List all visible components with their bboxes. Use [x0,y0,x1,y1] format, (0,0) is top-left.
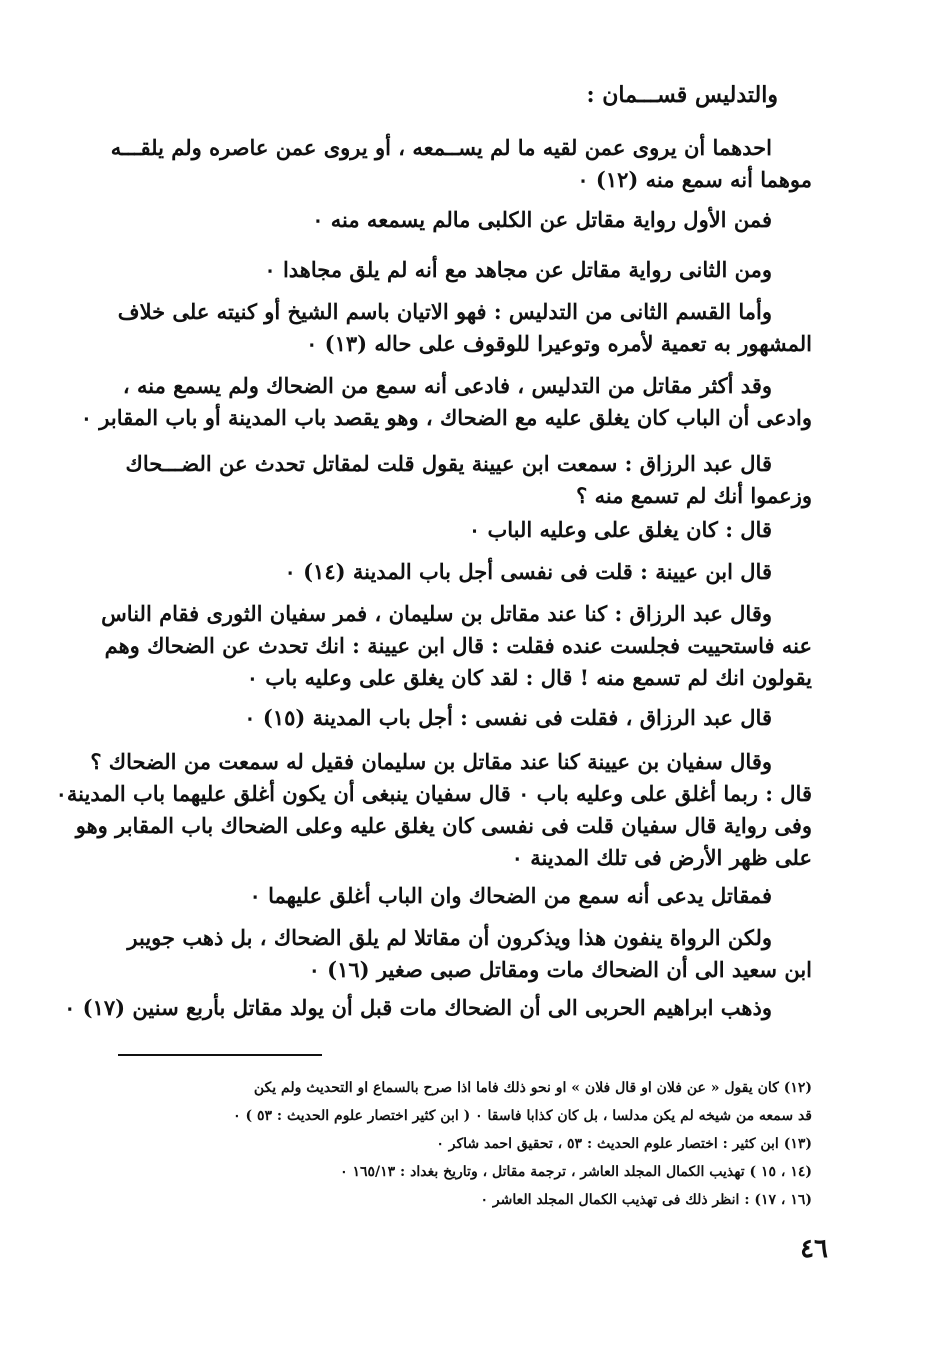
paragraph-line: وزعموا أنك لم تسمع منه ؟ [576,483,812,508]
paragraph [116,204,812,236]
paragraph-line: قال : ربما أغلق على وعليه باب ٠ قال سفيان ينبغى أن يكون أغلق عليهما باب المدينة٠ [55,781,812,806]
paragraph-line: قال ابن عيينة : قلت فى نفسى أجل باب المدينة (١٤) ٠ [284,559,772,584]
paragraph-line: وأما القسم الثانى من التدليس : فهو الاتيان باسم الشيخ أو كنيته على خلاف [117,299,772,324]
section-heading: والتدليس قســـمان : [586,82,778,108]
paragraph-line: وادعى أن الباب كان يغلق عليه مع الضحاك ، وهو يقصد باب المدينة أو باب المقابر ٠ [80,405,812,430]
paragraph [116,556,812,588]
paragraph [116,448,812,512]
paragraph-line: وفى رواية قال سفيان قلت فى نفسى كان يغلق عليه وعلى الضحاك باب المقابر وهو [75,813,812,838]
paragraph-line: فمن الأول رواية مقاتل عن الكلبى مالم يسمعه منه ٠ [312,207,772,232]
paragraph-line: موهما أنه سمع منه (١٢) ٠ [577,167,812,192]
paragraph [80,370,812,434]
paragraph-line: قال عبد الرزاق : سمعت ابن عيينة يقول قلت لمقاتل تحدث عن الضـــحاك [125,451,772,476]
paragraph-line: فمقاتل يدعى أنه سمع من الضحاك وان الباب أغلق عليهما ٠ [249,883,772,908]
footnote-line: (١٢) كان يقول « عن فلان او قال فلان » او نحو ذلك فاما اذا صرح بالسماع او التحديث ولم يكن [253,1080,812,1096]
footnotes [112,1074,812,1214]
footnote-line: (١٤ ، ١٥ ) تهذيب الكمال المجلد العاشر ، ترجمة مقاتل ، وتاريخ بغداد : ١٦٥/١٣ ٠ [340,1164,812,1180]
paragraph-line: وذهب ابراهيم الحربى الى أن الضحاك مات قبل أن يولد مقاتل بأربع سنين (١٧) ٠ [64,995,772,1020]
paragraph [116,514,812,546]
paragraph-line: ابن سعيد الى أن الضحاك مات ومقاتل صبى صغير (١٦) ٠ [308,957,812,982]
paragraph-line: قال عبد الرزاق ، فقلت فى نفسى : أجل باب المدينة (١٥) ٠ [244,705,772,730]
paragraph-line: وقال عبد الرزاق : كنا عند مقاتل بن سليمان ، فمر سفيان الثورى فقام الناس [101,601,772,626]
paragraph [101,598,812,694]
paragraph-line: عنه فاستحييت فجلست عنده فقلت : قال ابن عيينة : انك تحدث عن الضحاك وهم [104,633,812,658]
paragraph-line: ومن الثانى رواية مقاتل عن مجاهد مع أنه لم يلق مجاهدا ٠ [264,257,772,282]
paragraph [116,254,812,286]
paragraph-line: وقال سفيان بن عيينة كنا عند مقاتل بن سليمان فقيل له سمعت من الضحاك ؟ [90,749,772,774]
paragraph-line: قال : كان يغلق على وعليه الباب ٠ [468,517,772,542]
paragraph [55,746,812,874]
footnote-line: (١٣) ابن كثير : اختصار علوم الحديث : ٥٣ ، تحقيق احمد شاكر ٠ [436,1136,812,1152]
paragraph-line: ولكن الرواة ينفون هذا ويذكرون أن مقاتلا لم يلق الضحاك ، بل ذهب جويبر [127,925,772,950]
paragraph [110,132,812,196]
paragraph-line: يقولون انك لم تسمع منه ! قال : لقد كان يغلق على وعليه باب ٠ [246,665,812,690]
paragraph-line: وقد أكثر مقاتل من التدليس ، فادعى أنه سمع من الضحاك ولم يسمع منه ، [122,373,772,398]
page-number: ٤٦ [800,1234,828,1264]
paragraph-line: احدهما أن يروى عمن لقيه ما لم يســمعه ، أو يروى عمن عاصره ولم يلقـــه [110,135,772,160]
footnote-divider [118,1054,322,1056]
paragraph [116,880,812,912]
paragraph [116,296,812,360]
paragraph [116,922,812,986]
paragraph-line: المشهور به تعمية لأمره وتوعيرا للوقوف على حاله (١٣) ٠ [306,331,812,356]
footnote-line: (١٦ ، ١٧) : انظر ذلك فى تهذيب الكمال المجلد العاشر ٠ [480,1192,812,1208]
footnote-line: قد سمعه من شيخه لم يكن مدلسا ، بل كان كذابا فاسقا ٠ ( ابن كثير اختصار علوم الحديث : ٥٣ ) ٠ [233,1108,812,1124]
paragraph [116,702,812,734]
paragraph [64,992,812,1024]
paragraph-line: على ظهر الأرض فى تلك المدينة ٠ [511,845,812,870]
